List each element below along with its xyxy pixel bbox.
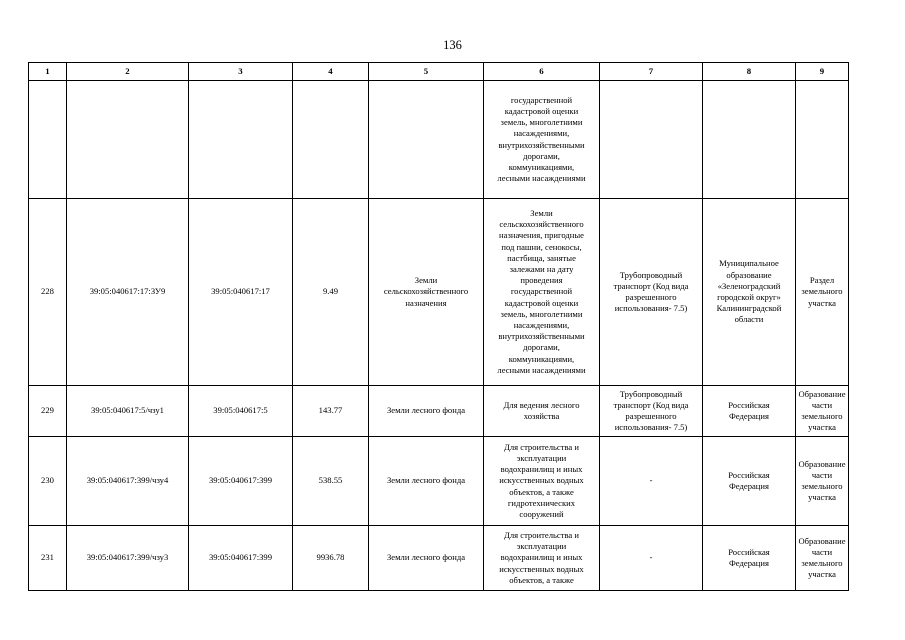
row-number: 229 <box>29 386 67 437</box>
table-cell <box>293 81 369 199</box>
header-col-9: 9 <box>796 63 849 81</box>
table-cell <box>703 81 796 199</box>
text-line: государственной <box>510 286 573 297</box>
owner <box>703 526 796 591</box>
text-line: земельного <box>801 286 843 297</box>
text-line: водохранилищ и иных <box>500 552 583 563</box>
text-line: разрешенного <box>625 411 677 421</box>
text-line: под пашни, сенокосы, <box>501 241 582 252</box>
table-row <box>29 437 849 526</box>
text-line: залежами на дату <box>509 263 574 274</box>
permitted-use <box>600 199 703 386</box>
permitted-use <box>600 386 703 437</box>
text-line: транспорт (Код вида <box>613 399 689 410</box>
text-line: транспорт (Код вида <box>613 280 689 291</box>
land-category <box>369 437 484 526</box>
use-cell <box>484 81 600 199</box>
text-line: - <box>649 552 653 563</box>
source-parcel: 39:05:040617:399 <box>189 526 293 591</box>
text-line: Образование <box>798 388 846 399</box>
text-line: Для ведения лесного <box>503 399 580 410</box>
text-line: объектов, а также <box>509 486 574 497</box>
text-line: части <box>811 546 833 557</box>
text-line: использования- 7.5) <box>614 303 688 314</box>
text-line: «Зеленоградский <box>717 280 781 291</box>
text-line: земельного <box>801 558 843 568</box>
text-line: хозяйства <box>523 411 560 421</box>
table-cell <box>796 81 849 199</box>
text-line: участка <box>808 492 836 503</box>
area: 9936.78 <box>293 526 369 591</box>
text-line: объектов, а также <box>509 574 574 585</box>
text-line: использования- 7.5) <box>614 422 688 433</box>
text-line: сельскохозяйственного <box>499 219 584 230</box>
text-line: назначения, пригодные <box>499 230 584 241</box>
table-cell <box>369 81 484 199</box>
text-line: проведения <box>520 275 563 286</box>
text-line: Земли <box>414 275 438 286</box>
text-line: участка <box>808 569 836 580</box>
text-line: земельного <box>801 481 843 491</box>
permitted-use <box>600 437 703 526</box>
table-cell <box>67 81 189 199</box>
header-col-4: 4 <box>293 63 369 81</box>
header-col-8: 8 <box>703 63 796 81</box>
text-line: Образование <box>798 535 846 546</box>
text-line: разрешенного <box>625 292 677 302</box>
owner <box>703 437 796 526</box>
use-cell <box>484 199 600 386</box>
text-line: Образование <box>798 458 846 469</box>
text-line: образование <box>726 269 772 280</box>
text-line: Трубопроводный <box>619 388 683 399</box>
table-row <box>29 526 849 591</box>
text-line: Земли лесного фонда <box>386 475 466 486</box>
text-line: коммуникациями, <box>508 161 575 172</box>
text-line: внутрихозяйственными <box>498 139 585 150</box>
header-col-1: 1 <box>29 63 67 81</box>
table-cell <box>29 81 67 199</box>
text-line: внутрихозяйственными <box>498 331 585 342</box>
text-line: лесными насаждениями <box>497 173 586 184</box>
continuation-row <box>29 81 849 199</box>
text-line: части <box>811 469 833 480</box>
use-cell <box>484 437 600 526</box>
text-line: городской округ» <box>717 292 781 302</box>
header-col-3: 3 <box>189 63 293 81</box>
text-line: земель, многолетними <box>500 308 583 319</box>
text-line: Российская <box>728 546 770 557</box>
table-row <box>29 199 849 386</box>
formation-method <box>796 386 849 437</box>
land-category <box>369 199 484 386</box>
area: 143.77 <box>293 386 369 437</box>
table-cell <box>189 81 293 199</box>
cadastral-number: 39:05:040617:399/чзу3 <box>67 526 189 591</box>
text-line: пастбища, занятые <box>507 252 576 263</box>
text-line: сельскохозяйственного <box>383 286 469 297</box>
text-line: земельного <box>801 411 843 421</box>
text-line: Для строительства и <box>504 529 579 540</box>
land-category <box>369 386 484 437</box>
cadastral-number: 39:05:040617:399/чзу4 <box>67 437 189 526</box>
text-line: государственной <box>510 94 573 105</box>
row-number: 230 <box>29 437 67 526</box>
source-parcel: 39:05:040617:399 <box>189 437 293 526</box>
text-line: Федерация <box>729 481 769 491</box>
text-line: насаждениями, <box>513 320 570 330</box>
text-line: - <box>649 475 653 486</box>
land-plots-table <box>28 62 849 591</box>
text-line: насаждениями, <box>513 128 570 139</box>
use-cell <box>484 386 600 437</box>
header-col-5: 5 <box>369 63 484 81</box>
cadastral-number: 39:05:040617:17:ЗУ9 <box>67 199 189 386</box>
permitted-use <box>600 526 703 591</box>
formation-method <box>796 526 849 591</box>
text-line: дорогами, <box>523 342 560 353</box>
text-line: дорогами, <box>523 150 560 161</box>
text-line: коммуникациями, <box>508 353 575 364</box>
text-line: участка <box>808 297 836 308</box>
area: 9.49 <box>293 199 369 386</box>
text-line: Земли лесного фонда <box>386 405 466 416</box>
use-text <box>486 95 597 185</box>
table-row <box>29 386 849 437</box>
text-line: части <box>811 399 833 410</box>
text-line: сооружений <box>519 509 564 519</box>
text-line: Муниципальное <box>719 258 779 269</box>
text-line: водохранилищ и иных <box>500 464 583 475</box>
use-cell <box>484 526 600 591</box>
formation-method <box>796 199 849 386</box>
owner <box>703 199 796 386</box>
text-line: Трубопроводный <box>619 269 683 280</box>
header-col-2: 2 <box>67 63 189 81</box>
header-col-6: 6 <box>484 63 600 81</box>
text-line: кадастровой оценки <box>504 105 579 116</box>
row-number: 228 <box>29 199 67 386</box>
land-category <box>369 526 484 591</box>
cadastral-number: 39:05:040617:5/чзу1 <box>67 386 189 437</box>
text-line: искусственных водных <box>499 563 584 574</box>
text-line: кадастровой оценки <box>504 297 579 308</box>
text-line: Земли <box>530 207 553 218</box>
text-line: Земли лесного фонда <box>386 552 466 563</box>
owner <box>703 386 796 437</box>
text-line: Для строительства и <box>504 441 579 452</box>
text-line: эксплуатации <box>516 452 567 463</box>
text-line: назначения <box>405 297 447 308</box>
text-line: области <box>734 314 764 325</box>
table-cell <box>600 81 703 199</box>
text-line: участка <box>808 422 836 433</box>
source-parcel: 39:05:040617:5 <box>189 386 293 437</box>
page-number: 136 <box>443 38 462 52</box>
text-line: земель, многолетними <box>500 117 583 128</box>
formation-method <box>796 437 849 526</box>
header-col-7: 7 <box>600 63 703 81</box>
area: 538.55 <box>293 437 369 526</box>
text-line: лесными насаждениями <box>497 364 586 375</box>
text-line: Калининградской <box>716 303 782 314</box>
row-number: 231 <box>29 526 67 591</box>
text-line: Федерация <box>729 411 769 421</box>
text-line: Российская <box>728 399 770 410</box>
source-parcel: 39:05:040617:17 <box>189 199 293 386</box>
text-line: Раздел <box>809 275 835 286</box>
text-line: Российская <box>728 469 770 480</box>
header-row <box>29 63 849 81</box>
text-line: искусственных водных <box>499 475 584 486</box>
text-line: гидротехнических <box>507 497 576 508</box>
text-line: Федерация <box>729 558 769 568</box>
text-line: эксплуатации <box>516 541 567 552</box>
